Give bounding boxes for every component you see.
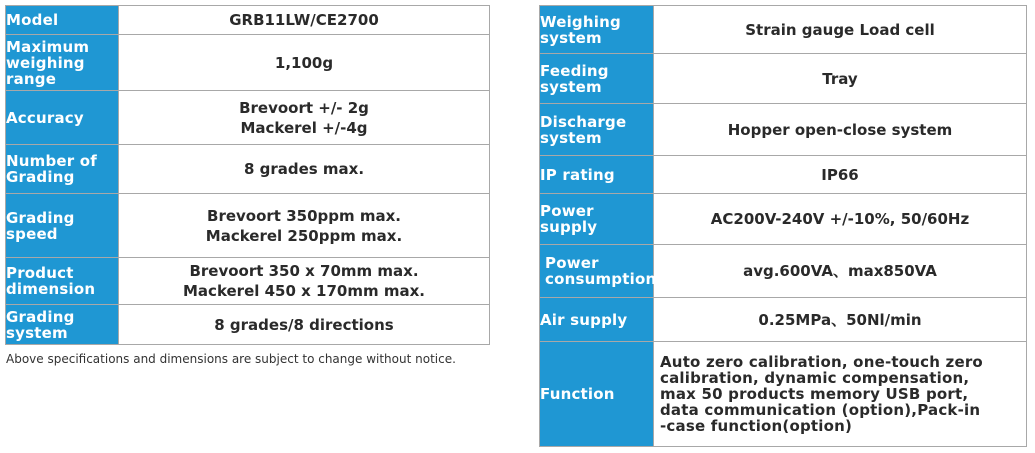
row-label: Air supply bbox=[540, 298, 654, 342]
value-line: 1,100g bbox=[274, 53, 334, 72]
row-value bbox=[654, 6, 1027, 54]
value-line: Hopper open-close system bbox=[727, 120, 953, 139]
value-line: Tray bbox=[822, 69, 858, 88]
row-label: Maximum weighing range bbox=[6, 35, 119, 91]
table-row bbox=[6, 91, 490, 145]
table-row bbox=[6, 305, 490, 345]
row-label: Accuracy bbox=[6, 91, 119, 145]
value-line: 8 grades max. bbox=[243, 160, 365, 178]
row-value bbox=[119, 305, 490, 345]
row-label: Grading system bbox=[6, 305, 119, 345]
row-label: Power supply bbox=[540, 194, 654, 245]
row-value bbox=[119, 6, 490, 35]
table-row bbox=[6, 6, 490, 35]
value-line: 0.25MPa、50Nl/min bbox=[758, 310, 922, 329]
row-label: Power consumption bbox=[540, 245, 654, 298]
row-value bbox=[654, 342, 1027, 447]
row-value bbox=[654, 298, 1027, 342]
value-line: 8 grades/8 directions bbox=[214, 315, 394, 334]
row-value bbox=[119, 35, 490, 91]
row-label: Model bbox=[6, 6, 119, 35]
value-line: Mackerel 250ppm max. bbox=[205, 226, 403, 245]
value-line: Mackerel +/-4g bbox=[240, 118, 368, 137]
value-line: Auto zero calibration, one-touch zero bbox=[660, 353, 983, 371]
value-line: IP66 bbox=[821, 165, 859, 184]
value-line: avg.600VA、max850VA bbox=[743, 262, 937, 280]
table-row bbox=[540, 342, 1027, 447]
row-value bbox=[119, 194, 490, 258]
row-label: Number of Grading bbox=[6, 145, 119, 194]
table-row bbox=[540, 104, 1027, 156]
table-row bbox=[6, 194, 490, 258]
value-line: -case function(option) bbox=[660, 417, 853, 435]
value-line: max 50 products memory USB port, bbox=[660, 385, 969, 403]
row-value bbox=[654, 194, 1027, 245]
value-line: Mackerel 450 x 170mm max. bbox=[183, 282, 425, 300]
value-line: AC200V-240V +/-10%, 50/60Hz bbox=[710, 210, 970, 228]
row-value bbox=[654, 104, 1027, 156]
row-value bbox=[119, 91, 490, 145]
table-row bbox=[540, 6, 1027, 54]
table-row bbox=[540, 298, 1027, 342]
row-label: Product dimension bbox=[6, 258, 119, 305]
value-line: Brevoort +/- 2g bbox=[239, 98, 369, 117]
value-line: Brevoort 350ppm max. bbox=[207, 206, 401, 225]
row-label: Feeding system bbox=[540, 54, 654, 104]
value-line: calibration, dynamic compensation, bbox=[660, 369, 970, 387]
value-line: Brevoort 350 x 70mm max. bbox=[189, 262, 419, 280]
table-row bbox=[6, 145, 490, 194]
table-row bbox=[6, 258, 490, 305]
row-label: Weighing system bbox=[540, 6, 654, 54]
row-value bbox=[119, 258, 490, 305]
row-label: Grading speed bbox=[6, 194, 119, 258]
footnote: Above specifications and dimensions are subject to change without notice. bbox=[6, 352, 456, 366]
value-line: GRB11LW/CE2700 bbox=[229, 11, 379, 29]
row-value bbox=[654, 156, 1027, 194]
table-row bbox=[540, 245, 1027, 298]
value-line: Strain gauge Load cell bbox=[745, 20, 935, 39]
value-line: data communication (option),Pack-in bbox=[660, 401, 981, 419]
spec-table-right bbox=[539, 5, 1027, 447]
spec-table-left bbox=[5, 5, 490, 345]
row-label: Discharge system bbox=[540, 104, 654, 156]
row-label: Function bbox=[540, 342, 654, 447]
row-label: IP rating bbox=[540, 156, 654, 194]
table-row bbox=[540, 194, 1027, 245]
row-value bbox=[654, 245, 1027, 298]
table-row bbox=[540, 156, 1027, 194]
table-row bbox=[6, 35, 490, 91]
row-value bbox=[654, 54, 1027, 104]
table-row bbox=[540, 54, 1027, 104]
row-value bbox=[119, 145, 490, 194]
